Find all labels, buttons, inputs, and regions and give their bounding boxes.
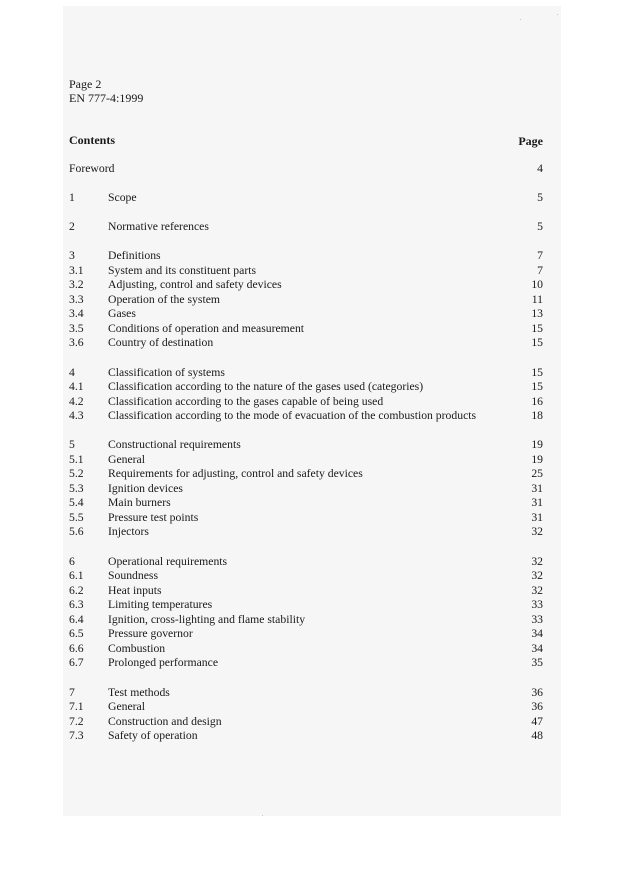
toc-page-number: 32 bbox=[531, 569, 543, 582]
toc-entry bbox=[69, 467, 543, 482]
toc-section-number: 6.5 bbox=[69, 627, 84, 640]
page-column-heading: Page bbox=[518, 134, 543, 148]
toc-page-number: 16 bbox=[531, 395, 543, 408]
toc-page-number: 47 bbox=[531, 715, 543, 728]
toc-page-number: 15 bbox=[531, 322, 543, 335]
toc-page-number: 15 bbox=[531, 366, 543, 379]
toc-page-number: 5 bbox=[537, 220, 543, 233]
toc-section-title: Country of destination bbox=[108, 336, 214, 349]
toc-section-number: 6.1 bbox=[69, 569, 84, 582]
toc-section-title: Test methods bbox=[108, 686, 170, 699]
toc-page-number: 4 bbox=[537, 162, 543, 175]
standard-id-header: EN 777-4:1999 bbox=[69, 91, 144, 105]
toc-section-title: System and its constituent parts bbox=[108, 264, 257, 277]
toc-section-number: 5.4 bbox=[69, 496, 84, 509]
toc-page-number: 31 bbox=[531, 496, 543, 509]
toc-section-number: 3.6 bbox=[69, 336, 84, 349]
toc-section-number: 3.1 bbox=[69, 264, 84, 277]
toc-section-number: 5.2 bbox=[69, 467, 84, 480]
toc-entry bbox=[69, 715, 543, 730]
toc-section-title: Prolonged performance bbox=[108, 656, 219, 669]
toc-section-title: Conditions of operation and measurement bbox=[108, 322, 305, 335]
toc-page-number: 31 bbox=[531, 482, 543, 495]
toc-entry bbox=[69, 700, 543, 715]
toc-section-title: Combustion bbox=[108, 642, 166, 655]
toc-section-title: Injectors bbox=[108, 525, 149, 538]
toc-entry bbox=[69, 307, 543, 322]
toc-section-title: General bbox=[108, 700, 145, 713]
toc-section-title: Operation of the system bbox=[108, 293, 220, 306]
toc-section-number: 3.3 bbox=[69, 293, 84, 306]
toc-section-number: 5.3 bbox=[69, 482, 84, 495]
toc-entry bbox=[69, 191, 543, 206]
toc-section-number: 7 bbox=[69, 686, 75, 699]
toc-entry bbox=[69, 220, 543, 235]
toc-section-number: 6 bbox=[69, 555, 75, 568]
toc-section-number: 3 bbox=[69, 249, 75, 262]
toc-section-number: 1 bbox=[69, 191, 75, 204]
toc-section-title: Classification according to the gases capable of being used bbox=[108, 395, 384, 408]
toc-entry bbox=[69, 525, 543, 540]
toc-section-title: Heat inputs bbox=[108, 584, 162, 597]
scan-speck bbox=[262, 815, 263, 816]
toc-page-number: 36 bbox=[531, 700, 543, 713]
toc-page-number: 25 bbox=[531, 467, 543, 480]
toc-entry bbox=[69, 598, 543, 613]
toc-section-title: Requirements for adjusting, control and safety devices bbox=[108, 467, 363, 480]
toc-page-number: 15 bbox=[531, 380, 543, 393]
toc-page-number: 34 bbox=[531, 642, 543, 655]
toc-page-number: 10 bbox=[531, 278, 543, 291]
toc-section-title: Foreword bbox=[69, 162, 115, 175]
toc-page-number: 11 bbox=[531, 293, 543, 306]
toc-section-title: Soundness bbox=[108, 569, 159, 582]
toc-section-title: Classification according to the nature of the gases used (categories) bbox=[108, 380, 424, 393]
toc-section-number: 4 bbox=[69, 366, 75, 379]
toc-section-title: Construction and design bbox=[108, 715, 222, 728]
contents-heading: Contents bbox=[69, 133, 116, 147]
toc-entry bbox=[69, 482, 543, 497]
toc-entry bbox=[69, 336, 543, 351]
toc-page-number: 34 bbox=[531, 627, 543, 640]
toc-section-title: Normative references bbox=[108, 220, 209, 233]
toc-section-title: Pressure test points bbox=[108, 511, 199, 524]
toc-entry bbox=[69, 162, 543, 177]
toc-section-title: Classification of systems bbox=[108, 366, 225, 379]
toc-section-number: 5.6 bbox=[69, 525, 84, 538]
toc-entry bbox=[69, 395, 543, 410]
toc-page-number: 32 bbox=[531, 555, 543, 568]
toc-entry bbox=[69, 584, 543, 599]
toc-section-title: Classification according to the mode of evacuation of the combustion products bbox=[108, 409, 477, 422]
toc-entry bbox=[69, 249, 543, 264]
toc-page-number: 35 bbox=[531, 656, 543, 669]
toc-entry bbox=[69, 264, 543, 279]
toc-section-title: Definitions bbox=[108, 249, 161, 262]
toc-entry bbox=[69, 366, 543, 381]
toc-section-number: 6.7 bbox=[69, 656, 84, 669]
toc-section-number: 4.3 bbox=[69, 409, 84, 422]
toc-page-number: 5 bbox=[537, 191, 543, 204]
page-number-header: Page 2 bbox=[69, 77, 102, 91]
toc-section-title: Ignition devices bbox=[108, 482, 183, 495]
toc-page-number: 13 bbox=[531, 307, 543, 320]
toc-section-title: Ignition, cross-lighting and flame stability bbox=[108, 613, 306, 626]
toc-page-number: 36 bbox=[531, 686, 543, 699]
toc-section-number: 7.3 bbox=[69, 729, 84, 742]
toc-entry bbox=[69, 409, 543, 424]
toc-entry bbox=[69, 569, 543, 584]
toc-entry bbox=[69, 656, 543, 671]
toc-page-number: 18 bbox=[531, 409, 543, 422]
toc-entry bbox=[69, 555, 543, 570]
toc-entry bbox=[69, 293, 543, 308]
toc-page-number: 15 bbox=[531, 336, 543, 349]
toc-page-number: 33 bbox=[531, 613, 543, 626]
toc-section-title: General bbox=[108, 453, 145, 466]
toc-entry bbox=[69, 613, 543, 628]
toc-section-title: Adjusting, control and safety devices bbox=[108, 278, 282, 291]
toc-section-number: 5.1 bbox=[69, 453, 84, 466]
toc-page-number: 33 bbox=[531, 598, 543, 611]
scan-speck bbox=[557, 14, 558, 15]
toc-section-number: 2 bbox=[69, 220, 75, 233]
toc-page-number: 32 bbox=[531, 525, 543, 538]
toc-page-number: 48 bbox=[531, 729, 543, 742]
scan-speck bbox=[520, 19, 521, 20]
toc-section-number: 3.2 bbox=[69, 278, 84, 291]
toc-entry bbox=[69, 729, 543, 744]
toc-section-number: 6.4 bbox=[69, 613, 84, 626]
toc-section-title: Limiting temperatures bbox=[108, 598, 213, 611]
toc-section-number: 4.2 bbox=[69, 395, 84, 408]
toc-section-number: 6.3 bbox=[69, 598, 84, 611]
toc-entry bbox=[69, 322, 543, 337]
toc-section-title: Operational requirements bbox=[108, 555, 228, 568]
toc-page-number: 7 bbox=[537, 264, 543, 277]
toc-section-number: 5.5 bbox=[69, 511, 84, 524]
toc-section-title: Constructional requirements bbox=[108, 438, 241, 451]
toc-entry bbox=[69, 686, 543, 701]
toc-page-number: 7 bbox=[537, 249, 543, 262]
toc-section-number: 5 bbox=[69, 438, 75, 451]
toc-entry bbox=[69, 642, 543, 657]
toc-entry bbox=[69, 380, 543, 395]
toc-section-title: Main burners bbox=[108, 496, 171, 509]
toc-entry bbox=[69, 453, 543, 468]
toc-section-number: 4.1 bbox=[69, 380, 84, 393]
toc-section-title: Safety of operation bbox=[108, 729, 198, 742]
toc-entry bbox=[69, 511, 543, 526]
toc-page-number: 32 bbox=[531, 584, 543, 597]
toc-entry bbox=[69, 627, 543, 642]
toc-section-number: 3.4 bbox=[69, 307, 84, 320]
toc-section-title: Pressure governor bbox=[108, 627, 193, 640]
toc-entry bbox=[69, 496, 543, 511]
toc-section-number: 6.2 bbox=[69, 584, 84, 597]
toc-page-number: 31 bbox=[531, 511, 543, 524]
toc-entry bbox=[69, 438, 543, 453]
toc-section-title: Gases bbox=[108, 307, 136, 320]
toc-section-number: 3.5 bbox=[69, 322, 84, 335]
toc-section-number: 6.6 bbox=[69, 642, 84, 655]
toc-page-number: 19 bbox=[531, 453, 543, 466]
toc-entry bbox=[69, 278, 543, 293]
toc-section-title: Scope bbox=[108, 191, 137, 204]
toc-section-number: 7.2 bbox=[69, 715, 84, 728]
toc-section-number: 7.1 bbox=[69, 700, 84, 713]
toc-page-number: 19 bbox=[531, 438, 543, 451]
